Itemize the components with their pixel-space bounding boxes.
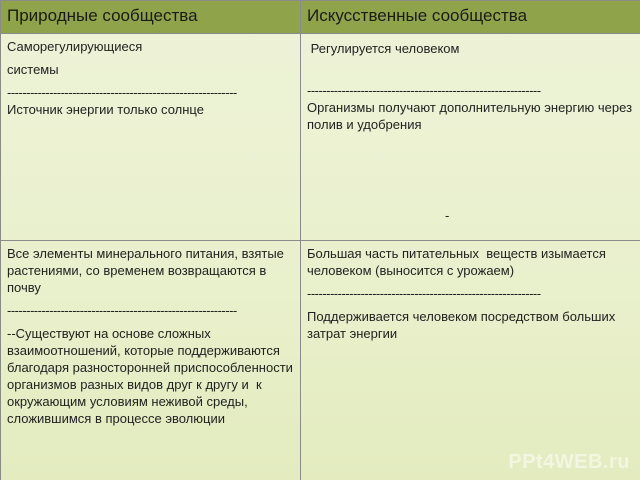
cell-text: системы xyxy=(7,62,59,77)
header-row xyxy=(1,1,640,34)
cell-artificial-2 xyxy=(301,241,640,480)
table-row xyxy=(1,34,640,241)
cell-text: Источник энергии только солнце xyxy=(7,102,204,117)
divider-dashes: ------------------------------------------------------------ xyxy=(7,85,237,100)
cell-artificial-1 xyxy=(301,34,640,241)
cell-natural-1 xyxy=(1,34,301,241)
header-artificial: Искусственные сообщества xyxy=(301,1,640,34)
cell-text: Организмы получают дополнительную энергию через полив и удобрения xyxy=(307,100,636,132)
table-row xyxy=(1,241,640,480)
cell-text: Все элементы минерального питания, взятые растениями, со временем возвращаются в почву xyxy=(7,246,288,295)
cell-text: Большая часть питательных веществ изымается человеком (выносится с урожаем) xyxy=(307,246,610,278)
watermark-logo: PPt4WEB.ru xyxy=(508,451,630,473)
cell-text: Поддерживается человеком посредством больших затрат энергии xyxy=(307,309,619,341)
cell-natural-2 xyxy=(1,241,301,480)
divider-dashes: ------------------------------------------------------------- xyxy=(307,83,541,98)
stray-dash: - xyxy=(445,208,450,223)
divider-dashes: ------------------------------------------------------------ xyxy=(7,303,237,318)
cell-text: Саморегулирующиеся xyxy=(7,39,143,54)
header-natural: Природные сообщества xyxy=(1,1,301,34)
cell-text: --Существуют на основе сложных взаимоотношений, которые поддерживаются благодаря разносторонней приспособленности организмов разных видов друг к другу и к окружающим условиям неживой среды, сложившимся в процессе эволюции xyxy=(7,326,297,426)
cell-text: Регулируется человеком xyxy=(307,41,460,56)
divider-dashes: ------------------------------------------------------------- xyxy=(307,286,541,301)
